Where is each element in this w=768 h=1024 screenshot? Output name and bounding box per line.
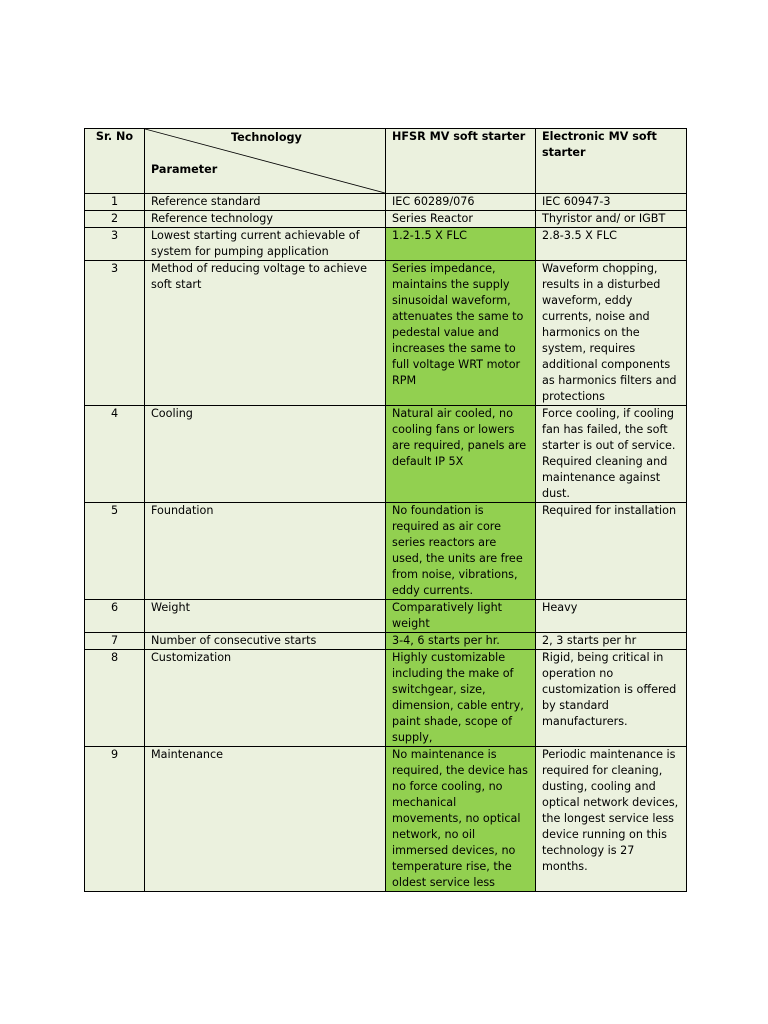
param-cell: Weight bbox=[145, 600, 386, 633]
table-row bbox=[85, 211, 687, 228]
table-row bbox=[85, 633, 687, 650]
param-cell: Reference technology bbox=[145, 211, 386, 228]
sr-cell: 7 bbox=[85, 633, 145, 650]
hfsr-cell: Natural air cooled, no cooling fans or lowers are required, panels are default IP 5X bbox=[386, 406, 536, 503]
param-cell: Cooling bbox=[145, 406, 386, 503]
electronic-cell: Rigid, being critical in operation no customization is offered by standard manufacturers. bbox=[536, 650, 687, 747]
param-cell: Number of consecutive starts bbox=[145, 633, 386, 650]
sr-cell: 2 bbox=[85, 211, 145, 228]
hfsr-cell: No foundation is required as air core series reactors are used, the units are free from noise, vibrations, eddy currents. bbox=[386, 503, 536, 600]
header-parameter: Parameter bbox=[151, 163, 218, 176]
hfsr-cell: 1.2-1.5 X FLC bbox=[386, 228, 536, 261]
header-electronic: Electronic MV soft starter bbox=[536, 129, 687, 194]
sr-cell: 9 bbox=[85, 747, 145, 892]
table-row bbox=[85, 650, 687, 747]
table-row bbox=[85, 406, 687, 503]
table-row bbox=[85, 747, 687, 892]
sr-cell: 3 bbox=[85, 261, 145, 406]
header-technology: Technology bbox=[231, 131, 302, 144]
hfsr-cell: Comparatively light weight bbox=[386, 600, 536, 633]
table-row bbox=[85, 261, 687, 406]
sr-cell: 4 bbox=[85, 406, 145, 503]
table-row bbox=[85, 600, 687, 633]
table-row bbox=[85, 194, 687, 211]
electronic-cell: IEC 60947-3 bbox=[536, 194, 687, 211]
table-row bbox=[85, 503, 687, 600]
param-cell: Foundation bbox=[145, 503, 386, 600]
hfsr-cell: 3-4, 6 starts per hr. bbox=[386, 633, 536, 650]
electronic-cell: Force cooling, if cooling fan has failed, the soft starter is out of service. Required cleaning and maintenance against dust. bbox=[536, 406, 687, 503]
param-cell: Reference standard bbox=[145, 194, 386, 211]
electronic-cell: 2.8-3.5 X FLC bbox=[536, 228, 687, 261]
electronic-cell: Required for installation bbox=[536, 503, 687, 600]
header-row bbox=[85, 129, 687, 194]
electronic-cell: Waveform chopping, results in a disturbed waveform, eddy currents, noise and harmonics on the system, requires additional components as harmonics filters and protections bbox=[536, 261, 687, 406]
header-hfsr: HFSR MV soft starter bbox=[386, 129, 536, 194]
electronic-cell: Heavy bbox=[536, 600, 687, 633]
sr-cell: 8 bbox=[85, 650, 145, 747]
sr-cell: 5 bbox=[85, 503, 145, 600]
param-cell: Lowest starting current achievable of system for pumping application bbox=[145, 228, 386, 261]
electronic-cell: Thyristor and/ or IGBT bbox=[536, 211, 687, 228]
sr-cell: 3 bbox=[85, 228, 145, 261]
header-technology-parameter bbox=[145, 129, 386, 194]
hfsr-cell: Highly customizable including the make of switchgear, size, dimension, cable entry, paint shade, scope of supply, bbox=[386, 650, 536, 747]
electronic-cell: Periodic maintenance is required for cleaning, dusting, cooling and optical network devices, the longest service less device running on this technology is 27 months. bbox=[536, 747, 687, 892]
hfsr-cell: Series impedance, maintains the supply sinusoidal waveform, attenuates the same to pedestal value and increases the same to full voltage WRT motor RPM bbox=[386, 261, 536, 406]
sr-cell: 6 bbox=[85, 600, 145, 633]
hfsr-cell: No maintenance is required, the device has no force cooling, no mechanical movements, no optical network, no oil immersed devices, no temperature rise, the oldest service less bbox=[386, 747, 536, 892]
hfsr-cell: IEC 60289/076 bbox=[386, 194, 536, 211]
comparison-table bbox=[84, 128, 687, 892]
param-cell: Method of reducing voltage to achieve soft start bbox=[145, 261, 386, 406]
hfsr-cell: Series Reactor bbox=[386, 211, 536, 228]
param-cell: Maintenance bbox=[145, 747, 386, 892]
param-cell: Customization bbox=[145, 650, 386, 747]
header-sr-no: Sr. No bbox=[85, 129, 145, 194]
sr-cell: 1 bbox=[85, 194, 145, 211]
electronic-cell: 2, 3 starts per hr bbox=[536, 633, 687, 650]
table-row bbox=[85, 228, 687, 261]
